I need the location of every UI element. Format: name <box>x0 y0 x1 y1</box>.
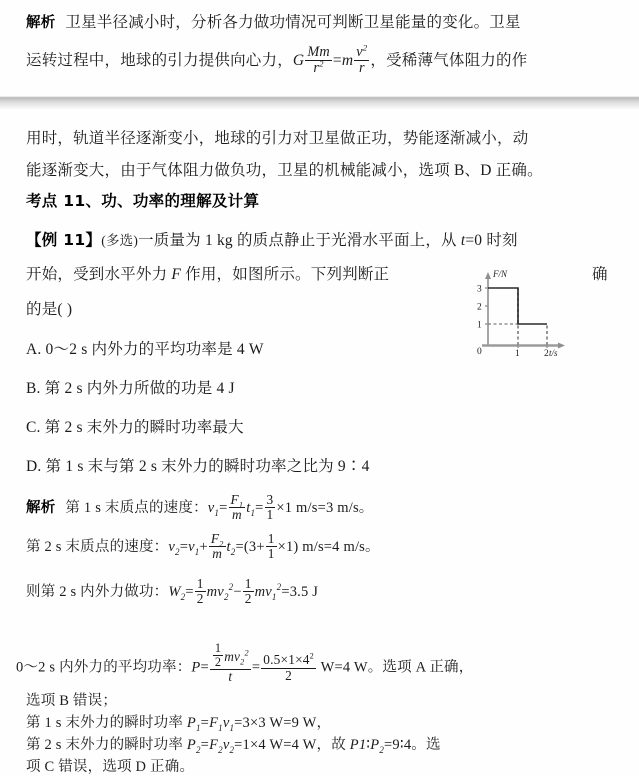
example-line-1 <box>26 221 518 260</box>
solution-eq2-2: =(3+ <box>235 539 265 555</box>
formula-frac-right-den: r <box>358 60 365 77</box>
solution-line-4 <box>16 642 473 686</box>
solution-frac-3-1 <box>265 493 276 523</box>
solution-frac-avg-power <box>210 642 251 685</box>
solution-text-2-pre: 第 2 s 末质点的速度： <box>26 539 169 555</box>
example-text-2b: 作用，如图所示。下列判断正 <box>181 266 390 283</box>
solution-eq4-2: = <box>251 659 261 676</box>
solution-mv2-sq-2: $mv_2^2$ <box>224 648 249 667</box>
top-analysis-line-2 <box>26 42 527 80</box>
x-axis-arrow <box>558 343 565 349</box>
solution-text-8: 项 C 错误，选项 D 正确。 <box>26 759 195 775</box>
solution-inner-half <box>213 642 223 669</box>
solution-line-8 <box>26 753 194 781</box>
solution-text-4-pre: 0～2 s 内外力的平均功率： <box>16 659 192 676</box>
y-tick-label-3: 3 <box>477 284 482 295</box>
solution-frac-numeric <box>261 653 316 683</box>
solution-text-5: 选项 B 错误； <box>26 693 118 709</box>
solution-P1-ratio: P1 <box>349 737 367 753</box>
y-tick-label-2: 2 <box>477 302 482 313</box>
solution-frac-den-m: m <box>231 506 242 522</box>
example-var-t: t <box>460 232 466 249</box>
solution-text-1-tail: ×1 m/s=3 m/s。 <box>276 500 374 516</box>
solution-frac-half-2 <box>243 577 254 607</box>
formula-equals: = <box>332 52 342 69</box>
continuation-text-1: 用时，轨道半径逐渐变小，地球的引力对卫星做正功，势能逐渐减小，动 <box>26 130 529 147</box>
solution-text-7-tail: =9∶4。选 <box>384 737 441 753</box>
solution-P1: $P_1$ <box>186 715 201 733</box>
option-row-b[interactable] <box>26 370 235 408</box>
solution-frac-F1-m <box>229 493 246 523</box>
solution-frac-num-3: 3 <box>266 491 274 507</box>
solution-P2-ratio: $P_2$ <box>370 737 385 755</box>
solution-inner-half-num: 1 <box>214 641 222 655</box>
option-row-c[interactable] <box>26 409 244 447</box>
solution-v2: $v_2$ <box>168 539 180 557</box>
solution-t2: $t_2$ <box>226 539 236 557</box>
section-heading-text: 考点 11、功、功率的理解及计算 <box>26 192 260 210</box>
solution-line-3 <box>26 573 318 611</box>
example-line-2 <box>26 256 389 294</box>
x-tick-label-2: 2 <box>544 349 549 358</box>
example-text-2-tail: 确 <box>592 266 608 283</box>
y-tick-label-1: 1 <box>477 320 482 331</box>
top-analysis-text-2-post: ，受稀薄气体阻力的作 <box>370 52 528 69</box>
solution-eq7: = <box>200 737 210 753</box>
y-axis-arrow <box>485 272 491 279</box>
solution-text-6-tail: =3×3 W=9 W， <box>234 715 332 731</box>
solution-mv1-sq: $mv_1^2$ <box>254 582 282 602</box>
formula-G: G <box>292 52 305 69</box>
solution-inner-half-den: 2 <box>214 655 222 670</box>
option-row-a[interactable] <box>26 331 264 369</box>
example-text-3: 的是( ) <box>26 301 73 318</box>
solution-frac-num-F2: $F_2$ <box>210 530 224 549</box>
example-text-1a: 一质量为 1 kg 的质点静止于光滑水平面上，从 <box>138 232 461 249</box>
solution-frac-1-1 <box>266 532 277 562</box>
solution-avg-den-t: t <box>228 669 233 685</box>
x-axis-label: t/s <box>549 348 558 358</box>
example-text-1b: =0 时刻 <box>465 232 518 249</box>
solution-half-den-1: 2 <box>196 590 204 606</box>
solution-line-2 <box>26 528 380 566</box>
top-analysis-text-1: 卫星半径减小时，分析各力做功情况可判断卫星能量的变化。卫星 <box>65 14 521 31</box>
solution-mv2-sq: $mv_2^2$ <box>206 582 234 602</box>
solution-text-7-pre: 第 2 s 末外力的瞬时功率 <box>26 737 187 753</box>
force-time-graph <box>466 266 570 358</box>
solution-frac-den-1b: 1 <box>267 545 275 561</box>
solution-text-6-pre: 第 1 s 末外力的瞬时功率 <box>26 715 187 731</box>
option-row-d[interactable] <box>26 448 370 486</box>
section-heading <box>26 189 259 211</box>
solution-t1: $t_1$ <box>246 500 256 518</box>
continuation-line-2 <box>26 152 543 190</box>
solution-text-4-tail: W=4 W。选项 A 正确， <box>317 659 474 676</box>
analysis-label-solution: 解析 <box>26 500 56 516</box>
y-axis-label: F/N <box>493 269 508 279</box>
option-key-a: A. <box>26 341 42 358</box>
solution-half-num-1: 1 <box>196 575 204 591</box>
analysis-label-top: 解析 <box>26 15 56 31</box>
top-analysis-text-2-pre: 运转过程中，地球的引力提供向心力， <box>26 52 293 69</box>
solution-minus: − <box>233 584 242 600</box>
solution-F2v2: $F_2v_2$ <box>209 737 235 755</box>
solution-frac-den-m2: m <box>212 545 223 561</box>
origin-label: 0 <box>477 347 482 357</box>
top-analysis-line-1 <box>26 4 521 42</box>
solution-numeric-den: 2 <box>285 667 293 683</box>
example-text-2a: 开始，受到水平外力 <box>26 266 172 283</box>
example-type-note: (多选) <box>101 233 139 248</box>
continuation-text-2: 能逐渐变大，由于气体阻力做负功，卫星的机械能减小，选项 B、D 正确。 <box>26 162 543 179</box>
solution-text-7-mid: =1×4 W=4 W，故 <box>234 737 350 753</box>
option-text-d: 第 1 s 末与第 2 s 末外力的瞬时功率之比为 9∶4 <box>45 458 370 475</box>
example-tag: 【例 11】 <box>26 231 102 249</box>
solution-v1-ref: $v_1$ <box>188 539 200 557</box>
solution-frac-num-1b: 1 <box>267 530 275 546</box>
x-tick-label-1: 1 <box>515 349 520 358</box>
solution-ratio-colon: ∶ <box>366 737 371 753</box>
option-key-d: D. <box>26 458 42 475</box>
option-text-a: 0～2 s 内外力的平均功率是 4 W <box>45 341 264 358</box>
solution-half-num-2: 1 <box>244 575 252 591</box>
option-key-b: B. <box>26 380 41 397</box>
solution-W2: $W_2$ <box>168 584 186 602</box>
solution-text-3-tail: =3.5 J <box>281 584 319 600</box>
solution-numeric-num: $0.5\times 1\times 4^2$ <box>263 651 314 668</box>
solution-P: P <box>191 659 201 676</box>
section-divider <box>0 96 639 110</box>
formula-frac-left-den: $r^2$ <box>313 58 324 77</box>
solution-half-den-2: 2 <box>244 590 252 606</box>
solution-eq4-1: = <box>200 659 209 676</box>
solution-line-1 <box>26 489 374 527</box>
formula-frac-left <box>305 45 332 77</box>
solution-P2: $P_2$ <box>186 737 201 755</box>
option-text-b: 第 2 s 内外力所做的功是 4 J <box>44 380 235 397</box>
formula-frac-right <box>354 42 369 77</box>
formula-frac-left-num: Mm <box>307 44 330 60</box>
solution-text-1-pre: 第 1 s 末质点的速度： <box>65 500 208 516</box>
force-step-line <box>488 288 547 324</box>
solution-v1: $v_1$ <box>207 500 220 518</box>
option-text-c: 第 2 s 末外力的瞬时功率最大 <box>44 419 244 436</box>
solution-frac-half-1 <box>195 577 206 607</box>
example-var-F: F <box>171 266 182 283</box>
solution-eq3: = <box>185 584 194 600</box>
example-line-3 <box>26 291 72 329</box>
formula-frac-right-num: $v^2$ <box>356 42 368 60</box>
solution-eq2-1: = <box>179 539 189 555</box>
option-key-c: C. <box>26 419 41 436</box>
solution-text-2-tail: ×1) m/s=4 m/s。 <box>277 539 380 555</box>
solution-frac-num-F1: $F_1$ <box>230 491 244 510</box>
solution-plus: + <box>199 539 208 555</box>
solution-eq-2: = <box>255 500 264 516</box>
solution-eq-1: = <box>219 500 228 516</box>
solution-frac-F2-m <box>209 532 226 562</box>
solution-text-3-pre: 则第 2 s 内外力做功： <box>26 584 169 600</box>
solution-avg-num <box>210 642 251 670</box>
example-line-2-tail <box>592 256 608 294</box>
solution-F1v1: $F_1v_1$ <box>209 715 235 733</box>
solution-frac-den-1: 1 <box>266 506 274 522</box>
solution-eq6: = <box>200 715 210 731</box>
formula-m: m <box>341 52 354 69</box>
